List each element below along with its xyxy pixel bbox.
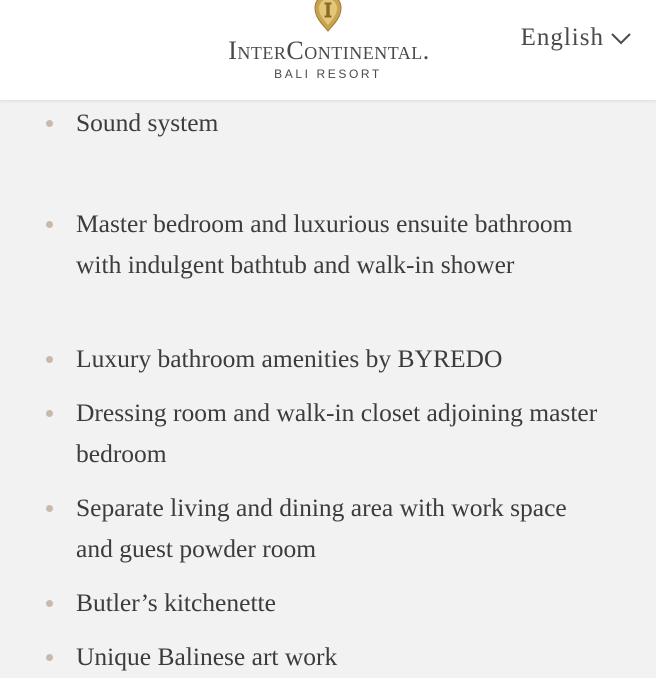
- chevron-down-icon: [610, 32, 632, 46]
- list-item-text: Luxury bathroom amenities by BYREDO: [76, 344, 503, 373]
- brand-name[interactable]: InterContinental.: [228, 36, 430, 65]
- bullet-dot: [46, 600, 53, 607]
- list-item-text: Sound system: [76, 108, 219, 137]
- language-selector[interactable]: [521, 24, 632, 52]
- language-label: English: [520, 24, 604, 51]
- list-item: [76, 204, 606, 285]
- list-item-text: Dressing room and walk-in closet adjoining master bedroom: [76, 398, 598, 468]
- list-item: [76, 637, 606, 678]
- list-item: [76, 339, 606, 380]
- room-amenities: [0, 100, 656, 671]
- bullet-dot: [46, 221, 53, 228]
- bullet-dot: [46, 120, 53, 127]
- list-item-text: Separate living and dining area with work space and guest powder room: [76, 493, 567, 563]
- intercontinental-emblem-icon[interactable]: [313, 0, 343, 32]
- list-item: [76, 583, 606, 624]
- list-item-text: Unique Balinese art work: [76, 642, 338, 671]
- bullet-dot: [46, 654, 53, 661]
- brand-subtitle: BALI RESORT: [274, 67, 382, 81]
- site-header: [0, 0, 656, 101]
- list-item-text: Butler’s kitchenette: [76, 588, 276, 617]
- list-item-text: Master bedroom and luxurious ensuite bathroom with indulgent bathtub and walk-in shower: [76, 209, 573, 279]
- list-item: [76, 393, 606, 474]
- bullet-dot: [46, 505, 53, 512]
- bullet-dot: [46, 410, 53, 417]
- bullet-dot: [46, 356, 53, 363]
- list-item: [76, 488, 606, 569]
- list-item: [76, 103, 606, 144]
